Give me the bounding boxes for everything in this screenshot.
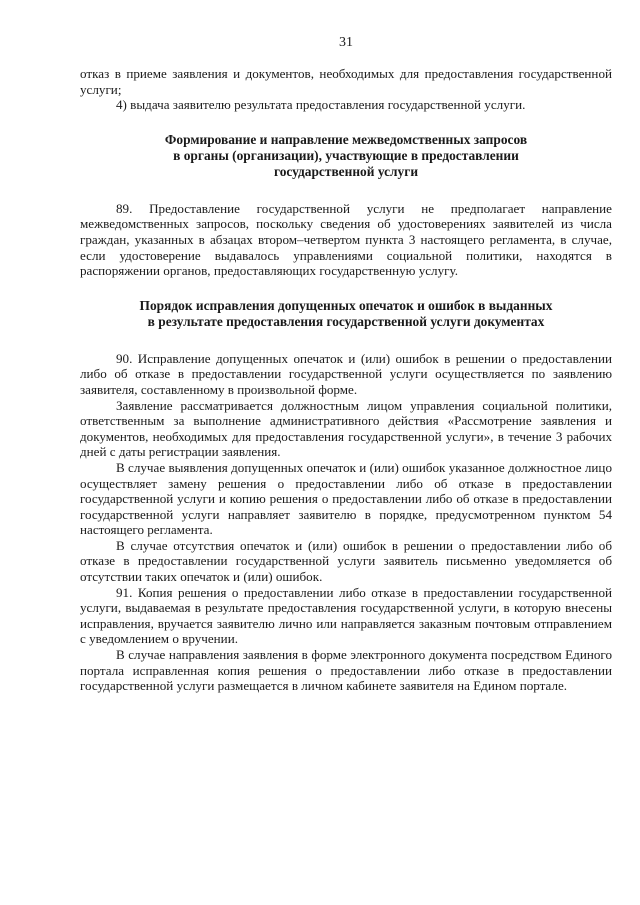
document-body [80, 66, 612, 694]
section-heading-corrections [80, 298, 612, 330]
heading-line: в органы (организации), участвующие в предоставлении [173, 147, 519, 163]
paragraph-90: 90. Исправление допущенных опечаток и (или) ошибок в решении о предоставлении либо об отказе в предоставлении государственной услуги осуществляется по заявлению заявителя, составленному в произвольной форме. [80, 350, 612, 397]
heading-line: в результате предоставления государственной услуги документах [147, 313, 545, 329]
page-number: 31 [339, 35, 353, 50]
heading-line: государственной услуги [273, 163, 419, 179]
list-item-4: 4) выдача заявителю результата предоставления государственной услуги. [116, 97, 526, 113]
paragraph-89: 89. Предоставление государственной услуги не предполагает направление межведомственных запросов, поскольку сведения об удостоверениях заявителей из числа граждан, указанных в абзацах втором–четвертом пункта 3 настоящего регламента, в случае, если удостоверение выдавалось управлениями социальной политики, находятся в распоряжении органов, предоставляющих государственную услугу. [80, 200, 612, 279]
section-heading-interagency [80, 132, 612, 180]
intro-paragraph: отказ в приеме заявления и документов, необходимых для предоставления государственной услуги; [80, 66, 612, 97]
paragraph-91: 91. Копия решения о предоставлении либо отказе в предоставлении государственной услуги, выдаваемая в результате предоставления государственной услуги, в которую внесены исправления, вручается заявителю лично или направляется заказным почтовым отправлением с уведомлением о вручении. [80, 584, 612, 647]
paragraph-errors-absent: В случае отсутствия опечаток и (или) ошибок в решении о предоставлении либо об отказе в предоставлении государственной услуги заявитель письменно уведомляется об отсутствии таких опечаток и (или) ошибок. [80, 537, 612, 585]
paragraph-electronic: В случае направления заявления в форме электронного документа посредством Единого портала исправленная копия решения о предоставлении либо отказе в предоставлении государственной услуги размещается в личном кабинете заявителя на Едином портале. [80, 647, 612, 694]
heading-line: Формирование и направление межведомственных запросов [164, 131, 528, 147]
paragraph-errors-found: В случае выявления допущенных опечаток и (или) ошибок указанное должностное лицо осуществляет замену решения о предоставлении либо об отказе в предоставлении государственной услуги и копию решения о предоставлении либо об отказе в предоставлении государственной услуги направляет заявителю в порядке, предусмотренном пунктом 54 настоящего регламента. [80, 459, 612, 538]
paragraph-review: Заявление рассматривается должностным лицом управления социальной политики, ответственным за выполнение административного действия «Рассмотрение заявления и документов, необходимых для предоставления государственной услуги», в течение 3 рабочих дней с даты регистрации заявления. [80, 397, 612, 460]
heading-line: Порядок исправления допущенных опечаток и ошибок в выданных [139, 297, 553, 313]
